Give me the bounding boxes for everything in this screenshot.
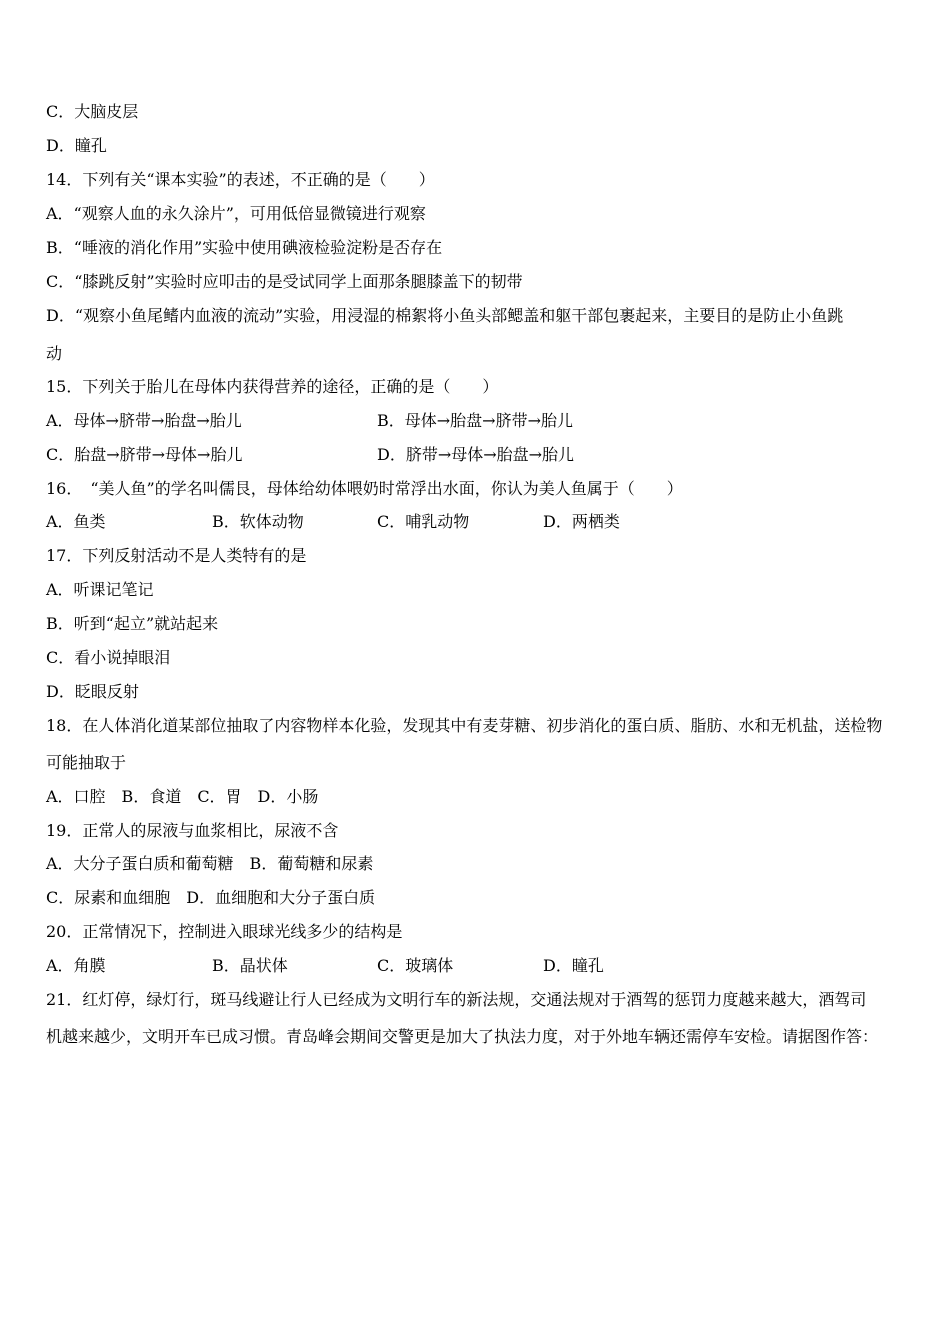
question-15: 15．下列关于胎儿在母体内获得营养的途径，正确的是（ ） <box>46 377 499 396</box>
question-20-option-b: B．晶状体 <box>212 956 288 975</box>
option-d-pupil: D．瞳孔 <box>46 136 107 155</box>
question-14: 14．下列有关“课本实验”的表述，不正确的是（ ） <box>46 170 435 189</box>
option-c-cerebral-cortex: C．大脑皮层 <box>46 102 139 121</box>
question-18-cont: 可能抽取于 <box>46 753 127 772</box>
question-21-cont: 机越来越少，文明开车已成习惯。青岛峰会期间交警更是加大了执法力度，对于外地车辆还需停车安检。请据图作答： <box>46 1027 879 1046</box>
question-15-option-a: A．母体→脐带→胎盘→胎儿 <box>46 411 242 430</box>
question-16-option-a: A．鱼类 <box>46 512 106 531</box>
question-19-options-ab: A．大分子蛋白质和葡萄糖 B．葡萄糖和尿素 <box>46 854 374 873</box>
question-14-option-d-cont: 动 <box>46 344 63 363</box>
question-19: 19．正常人的尿液与血浆相比，尿液不含 <box>46 821 339 840</box>
question-16-option-c: C．哺乳动物 <box>377 512 470 531</box>
question-16-option-d: D．两栖类 <box>543 512 620 531</box>
question-17-option-d: D．眨眼反射 <box>46 682 139 701</box>
question-17-option-b: B．听到“起立”就站起来 <box>46 614 219 633</box>
question-20-option-a: A．角膜 <box>46 956 106 975</box>
question-15-option-b: B．母体→胎盘→脐带→胎儿 <box>377 411 573 430</box>
question-15-option-d: D．脐带→母体→胎盘→胎儿 <box>377 445 575 464</box>
question-16: 16． “美人鱼”的学名叫儒艮，母体给幼体喂奶时常浮出水面，你认为美人鱼属于（ ） <box>46 479 683 498</box>
question-16-option-b: B．软体动物 <box>212 512 304 531</box>
question-19-options-cd: C．尿素和血细胞 D．血细胞和大分子蛋白质 <box>46 888 376 907</box>
question-20: 20．正常情况下，控制进入眼球光线多少的结构是 <box>46 922 403 941</box>
question-14-option-d: D．“观察小鱼尾鳍内血液的流动”实验，用浸湿的棉絮将小鱼头部鳃盖和躯干部包裹起来，主要目的是防止小鱼跳 <box>46 306 844 325</box>
question-14-option-b: B．“唾液的消化作用”实验中使用碘液检验淀粉是否存在 <box>46 238 443 257</box>
question-17-option-a: A．听课记笔记 <box>46 580 154 599</box>
question-17-option-c: C．看小说掉眼泪 <box>46 648 171 667</box>
question-18-options: A．口腔 B．食道 C．胃 D．小肠 <box>46 787 319 806</box>
question-14-option-a: A．“观察人血的永久涂片”，可用低倍显微镜进行观察 <box>46 204 426 223</box>
question-15-option-c: C．胎盘→脐带→母体→胎儿 <box>46 445 243 464</box>
question-20-option-d: D．瞳孔 <box>543 956 604 975</box>
question-21: 21．红灯停，绿灯行，斑马线避让行人已经成为文明行车的新法规，交通法规对于酒驾的惩罚力度越来越大，酒驾司 <box>46 990 867 1009</box>
question-18: 18．在人体消化道某部位抽取了内容物样本化验，发现其中有麦芽糖、初步消化的蛋白质、脂肪、水和无机盐，送检物 <box>46 716 883 735</box>
question-14-option-c: C．“膝跳反射”实验时应叩击的是受试同学上面那条腿膝盖下的韧带 <box>46 272 523 291</box>
question-20-option-c: C．玻璃体 <box>377 956 454 975</box>
question-17: 17．下列反射活动不是人类特有的是 <box>46 546 307 565</box>
